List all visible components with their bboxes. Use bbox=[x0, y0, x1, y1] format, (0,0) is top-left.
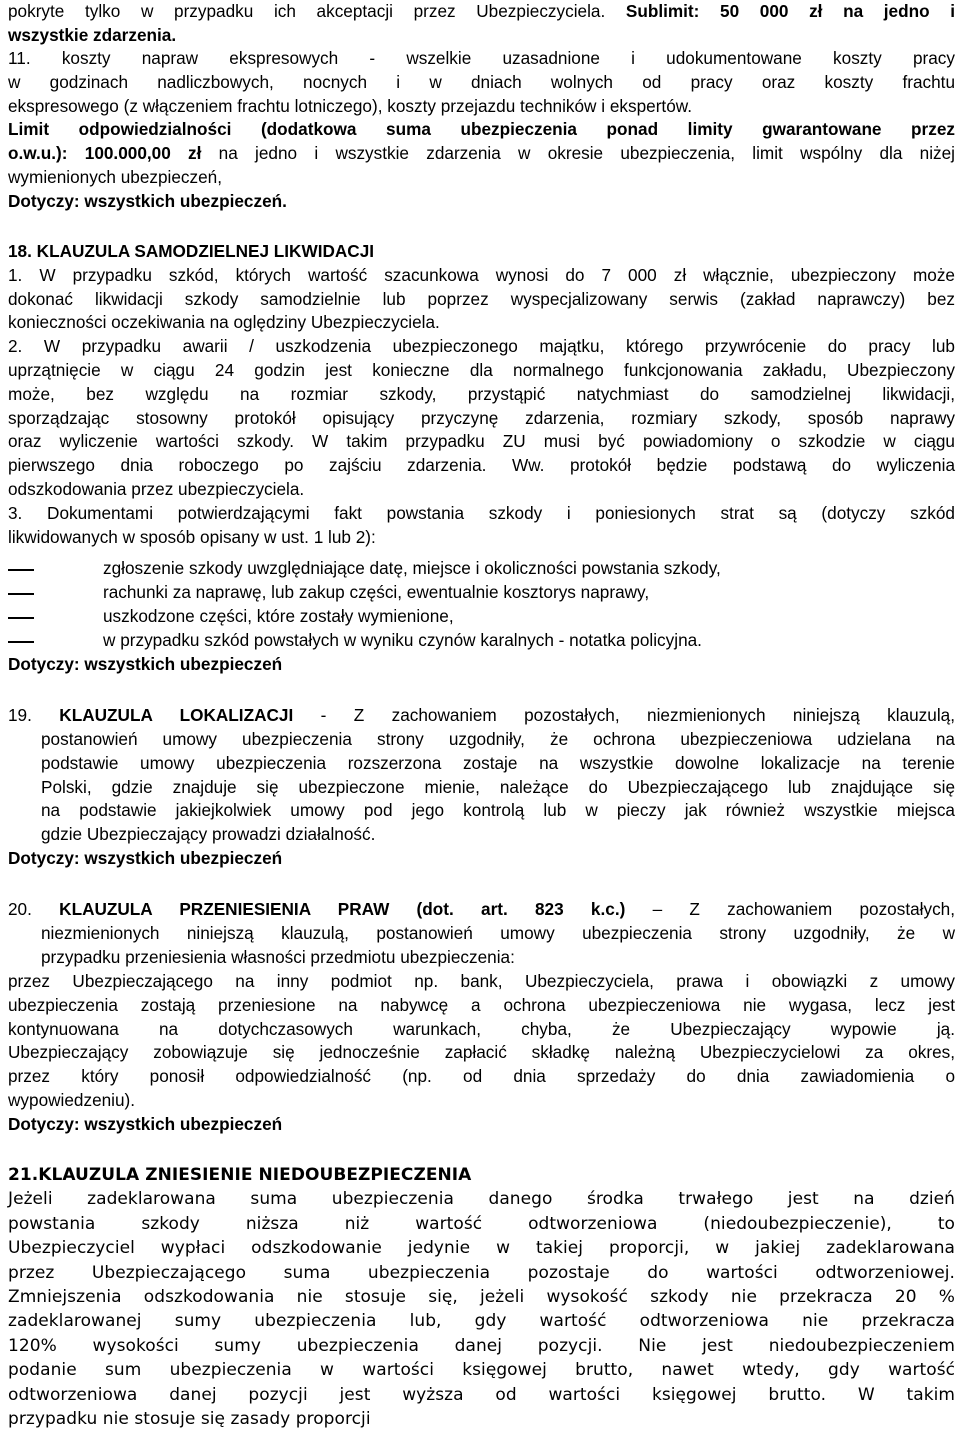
clause-18-applies bbox=[8, 653, 955, 677]
clause-20-rest: – Z zachowaniem pozostałych, bbox=[625, 899, 956, 919]
limit-line-1: Limit odpowiedzialności (dodatkowa suma ubezpieczenia ponad limity gwarantowane przez bbox=[8, 119, 955, 140]
intro-text: pokryte tylko w przypadku ich akceptacji przez Ubezpieczyciela. bbox=[8, 1, 626, 21]
bullet-text: uszkodzone części, które zostały wymienione, bbox=[103, 606, 454, 626]
bullet-item bbox=[8, 557, 955, 581]
clause-21-line: przez Ubezpieczającego suma ubezpieczenia pozostaje do wartości odtworzeniowej. bbox=[8, 1262, 955, 1283]
clause-21-line: podanie sum ubezpieczenia w wartości księgowej brutto, nawet wtedy, gdy wartość bbox=[8, 1360, 955, 1381]
intro-line-1 bbox=[8, 0, 955, 24]
clause-20-line: ubezpieczenia zostają przeniesione na nabywcę a ochrona ubezpieczeniowa nie wygasa, lecz jest bbox=[8, 994, 955, 1015]
item-11-line-2: w godzinach nadliczbowych, nocnych i w dniach wolnych od pracy oraz koszty frachtu bbox=[8, 71, 955, 92]
intro-line-2: wszystkie zdarzenia. bbox=[8, 24, 177, 45]
clause-18-p3-line: likwidowanych w sposób opisany w ust. 1 lub 2): bbox=[8, 526, 376, 547]
clause-20-indent bbox=[41, 922, 955, 970]
clause-18-p2-line: sporządzając stosowny protokół opisujący przyczynę zdarzenia, rozmiary szkody, sposób naprawy bbox=[8, 407, 955, 428]
clause-20-line-1 bbox=[8, 898, 955, 922]
clause-18-p1-line: dokonać likwidacji szkody samodzielnie lub poprzez wyspecjalizowany serwis (zakład naprawczy) bez bbox=[8, 288, 955, 309]
applies-note: Dotyczy: wszystkich ubezpieczeń bbox=[8, 654, 283, 674]
clause-20-line: Ubezpieczający zobowiązuje się jednocześnie zapłacić składkę należną Ubezpieczycielowi za okres, bbox=[8, 1042, 955, 1063]
bullet-text: w przypadku szkód powstałych w wyniku czynów karalnych - notatka policyjna. bbox=[103, 630, 702, 650]
limit-line-3: wymienionych ubezpieczeń, bbox=[8, 166, 223, 187]
clause-20-number: 20. bbox=[8, 899, 60, 919]
clause-18-p2-line: uprzątnięcie w ciągu 24 godzin jest konieczne dla normalnego funkcjonowania zakładu, Ubezpieczony bbox=[8, 359, 955, 380]
clause-19-applies bbox=[8, 847, 955, 871]
clause-21-heading: 21.KLAUZULA ZNIESIENIE NIEDOUBEZPIECZENIA bbox=[8, 1165, 472, 1185]
clause-18-p2-line: oraz wyliczenie wartości szkody. W takim przypadku ZU musi być powiadomiony o szkodzie w ciągu bbox=[8, 431, 955, 452]
clause-20-line: niezmienionych niniejszą klauzulą, postanowień umowy ubezpieczenia strony uzgodniły, że w bbox=[41, 923, 955, 943]
clause-18-p2-line: odszkodowania przez ubezpieczyciela. bbox=[8, 478, 305, 499]
clause-21-line: odtworzeniowa danej pozycji jest wyższa od wartości księgowej brutto. W takim bbox=[8, 1384, 955, 1405]
sublimit-bold: Sublimit: 50 000 zł na jedno i bbox=[625, 1, 955, 21]
clause-21-line: przypadku nie stosuje się zasady proporcji bbox=[8, 1409, 371, 1430]
dash-bullet-icon bbox=[8, 617, 34, 619]
clause-21-line: Ubezpieczyciel wypłaci odszkodowanie jedynie w takiej proporcji, w jakiej zadeklarowana bbox=[8, 1238, 955, 1259]
clause-20-title: KLAUZULA PRZENIESIENIA PRAW (dot. art. 823 k.c.) bbox=[59, 899, 626, 919]
clause-19-number: 19. bbox=[8, 705, 60, 725]
bullet-item bbox=[8, 605, 955, 629]
limit-amount: o.w.u.): 100.000,00 zł bbox=[8, 143, 202, 164]
clause-18-p2-line: może, bez względu na rozmiar szkody, przystąpić natychmiast do samodzielnej likwidacji, bbox=[8, 383, 955, 404]
limit-rest: na jedno i wszystkie zdarzenia w okresie ubezpieczenia, limit wspólny dla niżej bbox=[201, 143, 955, 164]
clause-21 bbox=[8, 1163, 955, 1431]
clause-18-p3-line: 3. Dokumentami potwierdzającymi fakt powstania szkody i poniesionych strat są (dotyczy szkód bbox=[8, 502, 955, 523]
item-11 bbox=[8, 47, 955, 214]
clause-19-line: podstawie umowy ubezpieczenia rozszerzona zostaje na wszystkie dowolne lokalizacje na terenie bbox=[41, 752, 955, 773]
clause-21-line: Jeżeli zadeklarowana suma ubezpieczenia danego środka trwałego jest na dzień bbox=[8, 1189, 955, 1210]
clause-18-p1-line: 1. W przypadku szkód, których wartość szacunkowa wynosi do 7 000 zł włącznie, ubezpieczony może bbox=[8, 264, 955, 285]
clause-19-line: na podstawie jakiejkolwiek umowy pod jego kontrolą lub w pieczy jak również wszystkie miejsca bbox=[41, 800, 955, 821]
applies-note: Dotyczy: wszystkich ubezpieczeń bbox=[8, 1113, 283, 1134]
clause-20-line: przez Ubezpieczającego na inny podmiot np. bank, Ubezpieczyciela, prawa i obowiązki z umowy bbox=[8, 971, 955, 991]
clause-19-line: postanowień umowy ubezpieczenia strony uzgodniły, że ochrona ubezpieczeniowa udzielana na bbox=[41, 729, 955, 749]
clause-18 bbox=[8, 240, 955, 549]
bullet-item bbox=[8, 629, 955, 653]
clause-18-heading: 18. KLAUZULA SAMODZIELNEJ LIKWIDACJI bbox=[8, 241, 375, 261]
clause-18-p1-line: konieczności oczekiwania na oględziny Ubezpieczyciela. bbox=[8, 312, 440, 333]
dash-bullet-icon bbox=[8, 641, 34, 643]
applies-note: Dotyczy: wszystkich ubezpieczeń bbox=[8, 848, 283, 868]
clause-20-line: przez który ponosił odpowiedzialność (np. od dnia sprzedaży do dnia zawiadomienia o bbox=[8, 1066, 955, 1087]
clause-20-line: przypadku przeniesienia własności przedmiotu ubezpieczenia: bbox=[41, 946, 515, 967]
clause-19-line: gdzie Ubezpieczający prowadzi działalność. bbox=[41, 824, 376, 845]
clause-20-body bbox=[8, 970, 955, 1137]
applies-note: Dotyczy: wszystkich ubezpieczeń. bbox=[8, 190, 287, 211]
clause-19-line: Polski, gdzie znajduje się ubezpieczone mienie, należące do Ubezpieczającego lub znajdujące się bbox=[41, 776, 955, 797]
clause-19 bbox=[8, 704, 955, 728]
clause-19-line-1 bbox=[8, 704, 955, 728]
clause-19-rest: - Z zachowaniem pozostałych, niezmienionych niniejszą klauzulą, bbox=[293, 705, 955, 725]
clause-18-p2-line: 2. W przypadku awarii / uszkodzenia ubezpieczonego majątku, którego przywrócenie do pracy lub bbox=[8, 336, 955, 357]
limit-line-2 bbox=[8, 142, 955, 166]
item-11-line-3: ekspresowego (z włączeniem frachtu lotniczego), koszty przejazdu techników i ekspertów. bbox=[8, 95, 692, 116]
bullet-text: rachunki za naprawę, lub zakup części, ewentualnie kosztorys naprawy, bbox=[103, 582, 650, 602]
dash-bullet-icon bbox=[8, 569, 34, 571]
clause-21-line: Zmniejszenia odszkodowania nie stosuje się, jeżeli wysokość szkody nie przekracza 20 % bbox=[8, 1287, 955, 1308]
clause-21-line: zadeklarowanej sumy ubezpieczenia lub, gdy wartość odtworzeniowa nie przekracza bbox=[8, 1311, 955, 1332]
item-11-line-1: 11. koszty napraw ekspresowych - wszelkie uzasadnione i udokumentowane koszty pracy bbox=[8, 48, 955, 68]
clause-18-p2-line: pierwszego dnia roboczego po zajściu zdarzenia. Ww. protokół będzie podstawą do wyliczenia bbox=[8, 455, 955, 476]
clause-21-line: 120% wysokości sumy ubezpieczenia danej pozycji. Nie jest niedoubezpieczeniem bbox=[8, 1335, 955, 1356]
clause-19-body bbox=[41, 728, 955, 847]
clause-20-line: kontynuowana na dotychczasowych warunkach, chyba, że Ubezpieczający wypowie ją. bbox=[8, 1018, 955, 1039]
bullet-item bbox=[8, 581, 955, 605]
clause-20-line: wypowiedzeniu). bbox=[8, 1089, 136, 1110]
clause-19-title: KLAUZULA LOKALIZACJI bbox=[59, 705, 294, 725]
bullet-text: zgłoszenie szkody uwzględniające datę, miejsce i okoliczności powstania szkody, bbox=[103, 558, 721, 578]
dash-bullet-icon bbox=[8, 593, 34, 595]
clause-21-line: powstania szkody niższa niż wartość odtworzeniowa (niedoubezpieczenie), to bbox=[8, 1213, 955, 1234]
intro-paragraph bbox=[8, 0, 955, 48]
clause-20 bbox=[8, 898, 955, 922]
